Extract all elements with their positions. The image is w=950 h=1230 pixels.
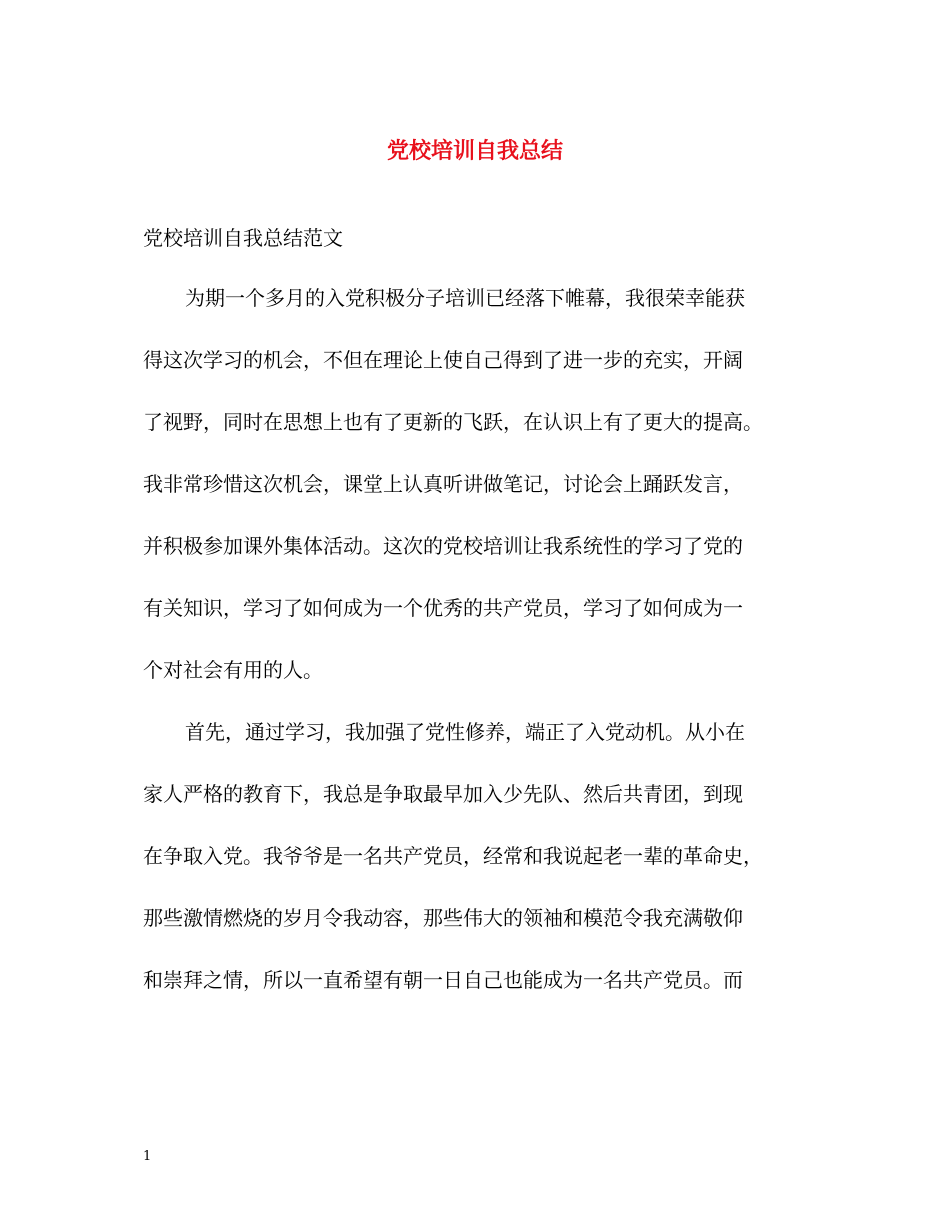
document-subtitle: 党校培训自我总结范文	[143, 226, 343, 250]
paragraph-line: 为期一个多月的入党积极分子培训已经落下帷幕，我很荣幸能获	[185, 286, 745, 310]
document-title: 党校培训自我总结	[386, 138, 563, 164]
paragraph-line: 并积极参加课外集体活动。这次的党校培训让我系统性的学习了党的	[143, 534, 743, 558]
paragraph-line: 家人严格的教育下，我总是争取最早加入少先队、然后共青团，到现	[143, 782, 743, 806]
paragraph-line: 和崇拜之情，所以一直希望有朝一日自己也能成为一名共产党员。而	[143, 968, 743, 992]
paragraph-line: 有关知识，学习了如何成为一个优秀的共产党员，学习了如何成为一	[143, 596, 743, 620]
paragraph-line: 得这次学习的机会，不但在理论上使自己得到了进一步的充实，开阔	[143, 348, 743, 372]
paragraph-line: 个对社会有用的人。	[143, 658, 323, 682]
paragraph-line: 那些激情燃烧的岁月令我动容，那些伟大的领袖和模范令我充满敬仰	[143, 906, 743, 930]
page-number: 1	[143, 1149, 152, 1164]
paragraph-line: 首先，通过学习，我加强了党性修养，端正了入党动机。从小在	[185, 720, 745, 744]
paragraph-line: 在争取入党。我爷爷是一名共产党员，经常和我说起老一辈的革命史，	[143, 844, 763, 868]
paragraph-line: 了视野，同时在思想上也有了更新的飞跃，在认识上有了更大的提高。	[143, 410, 763, 434]
paragraph-line: 我非常珍惜这次机会，课堂上认真听讲做笔记，讨论会上踊跃发言，	[143, 472, 743, 496]
